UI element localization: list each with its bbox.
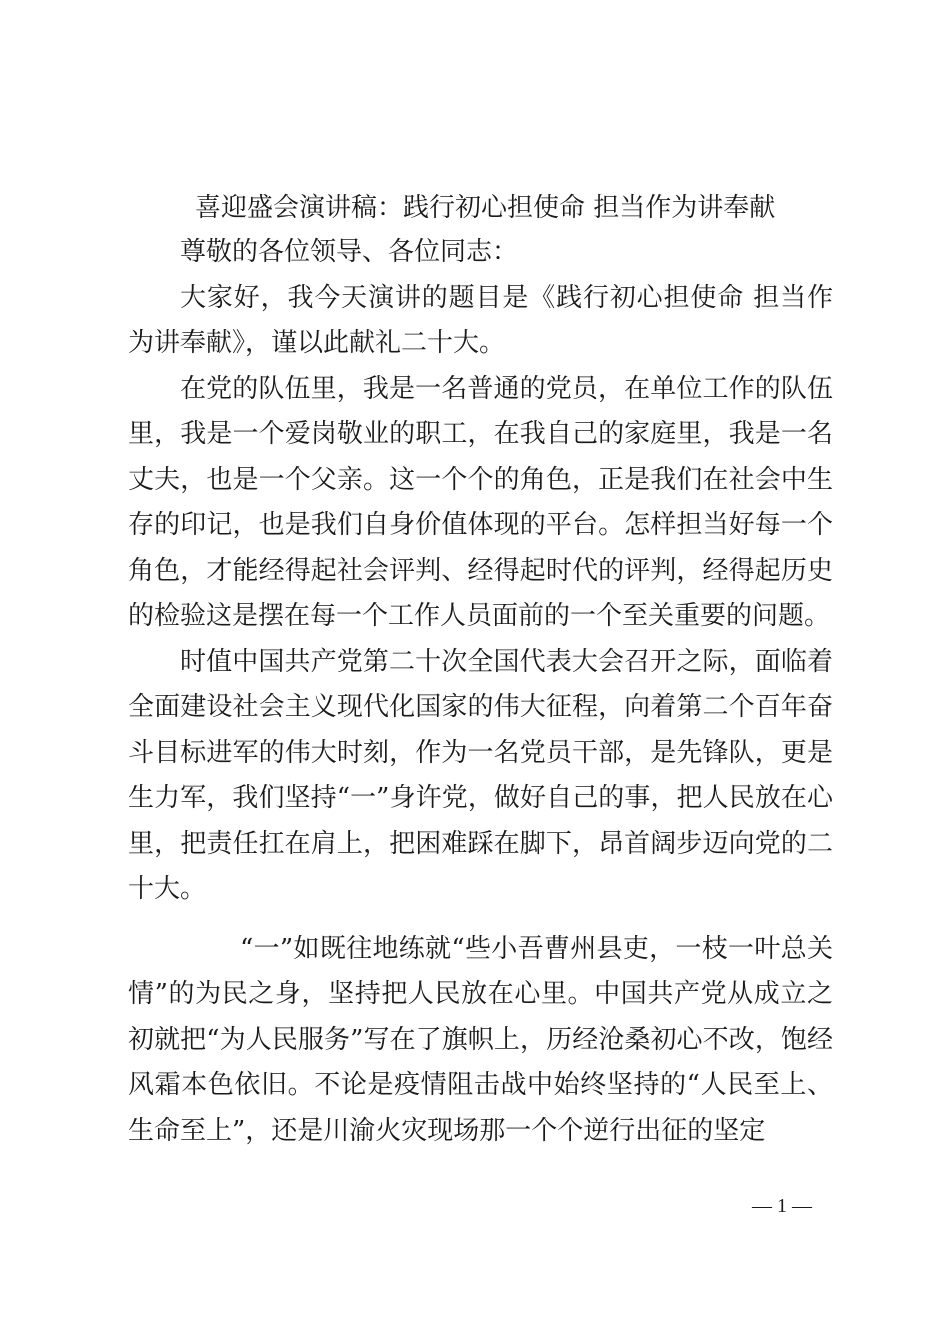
paragraph: “一”如既往地练就“些小吾曹州县吏，一枝一叶总关情”的为民之身，坚持把人民放在心里。中国共产党从成立之初就把“为人民服务”写在了旗帜上，历经沧桑初心不改，饱经风霜本色依旧。不论是疫情阻击战中始终坚持的“人民至上、生命至上”，还是川渝火灾现场那一个个逆行出征的坚定 — [128, 933, 833, 1146]
paragraph-gap — [128, 913, 833, 927]
salutation: 尊敬的各位领导、各位同志： — [180, 237, 519, 267]
document-title: 喜迎盛会演讲稿：践行初心担使命 担当作为讲奉献 — [195, 193, 776, 223]
page-number: — 1 — — [752, 1195, 812, 1217]
paragraph: 大家好，我今天演讲的题目是《践行初心担使命 担当作为讲奉献》，谨以此献礼二十大。 — [128, 282, 833, 358]
document-body — [128, 230, 833, 1154]
paragraph: 时值中国共产党第二十次全国代表大会召开之际，面临着全面建设社会主义现代化国家的伟大征程，向着第二个百年奋斗目标进军的伟大时刻，作为一名党员干部，是先锋队，更是生力军，我们坚持“一”身许党，做好自己的事，把人民放在心里，把责任扛在肩上，把困难踩在脚下，昂首阔步迈向党的二十大。 — [128, 646, 833, 904]
paragraph: 在党的队伍里，我是一名普通的党员，在单位工作的队伍里，我是一个爱岗敬业的职工，在我自己的家庭里，我是一名丈夫，也是一个父亲。这一个个的角色，正是我们在社会中生存的印记，也是我们自身价值体现的平台。怎样担当好每一个角色，才能经得起社会评判、经得起时代的评判，经得起历史的检验这是摆在每一个工作人员面前的一个至关重要的问题。 — [128, 373, 833, 631]
